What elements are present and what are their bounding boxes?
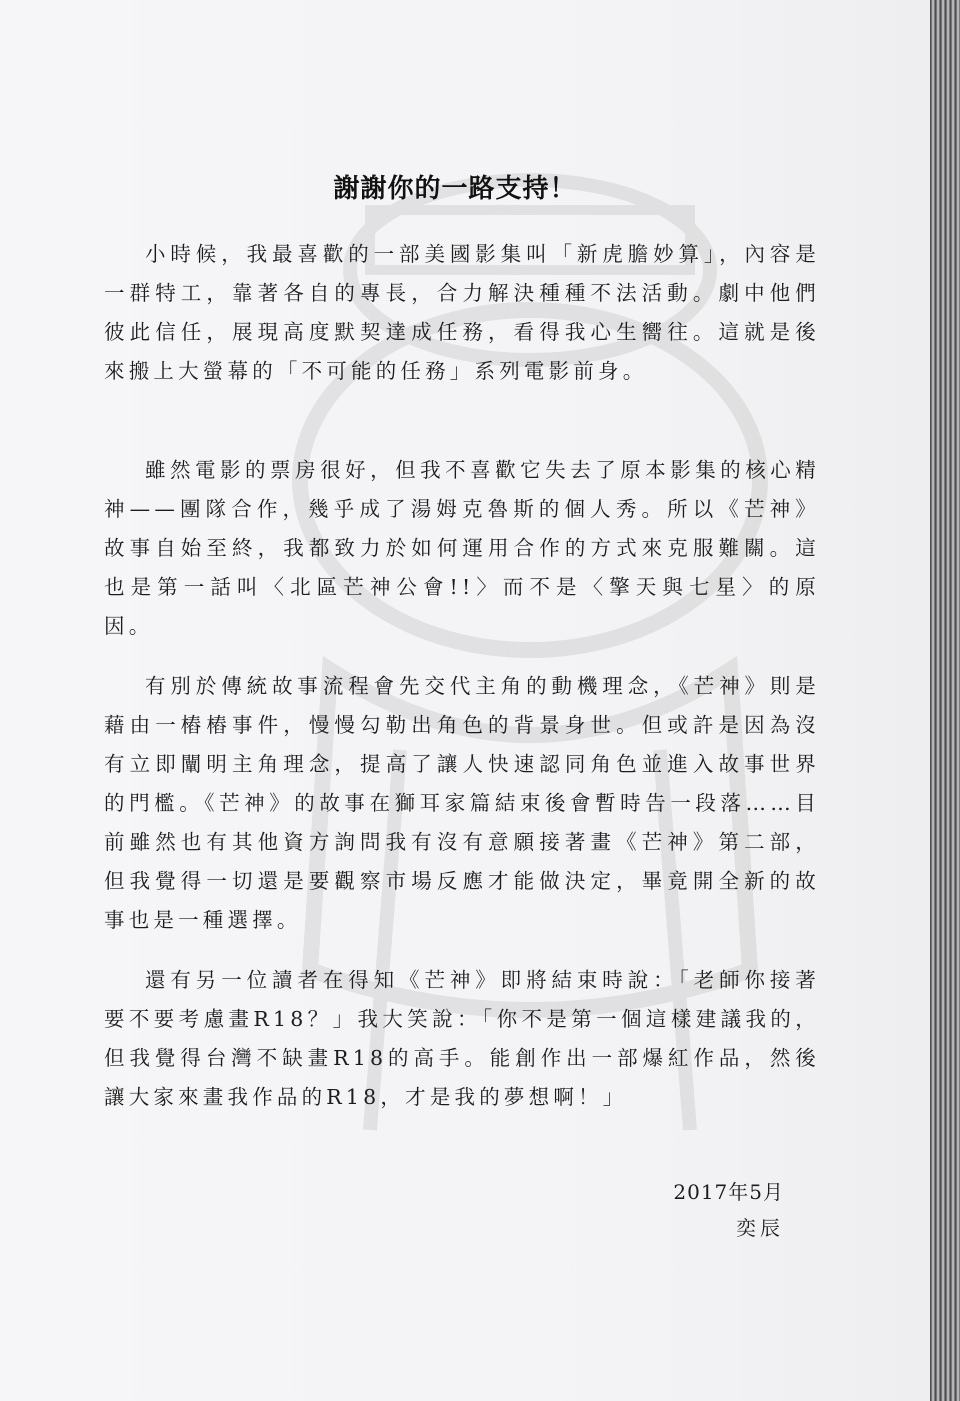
signature-date: 2017年5月 bbox=[673, 1180, 784, 1204]
paragraph-3: 有別於傳統故事流程會先交代主角的動機理念，《芒神》則是藉由一樁樁事件，慢慢勾勒出角色的背景身世。但或許是因為沒有立即闡明主角理念，提高了讓人快速認同角色並進入故事世界的門檻。《芒神》的故事在獅耳家篇結束後會暫時告一段落……目前雖然也有其他資方詢問我有沒有意願接著畫《芒神》第二部，但我覺得一切還是要觀察市場反應才能做決定，畢竟開全新的故事也是一種選擇。 bbox=[104, 674, 820, 932]
signature-author: 奕辰 bbox=[736, 1216, 784, 1240]
paragraph-1: 小時候，我最喜歡的一部美國影集叫「新虎膽妙算」，內容是一群特工，靠著各自的專長，合力解決種種不法活動。劇中他們彼此信任，展現高度默契達成任務，看得我心生嚮往。這就是後來搬上大螢幕的「不可能的任務」系列電影前身。 bbox=[104, 242, 820, 383]
page-stack-edge bbox=[930, 0, 960, 1401]
paragraph-4: 還有另一位讀者在得知《芒神》即將結束時說：「老師你接著要不要考慮畫R18？」我大笑說：「你不是第一個這樣建議我的，但我覺得台灣不缺畫R18的高手。能創作出一部爆紅作品，然後讓大家來畫我作品的R18，才是我的夢想啊！」 bbox=[104, 968, 820, 1109]
paragraph-2: 雖然電影的票房很好，但我不喜歡它失去了原本影集的核心精神——團隊合作，幾乎成了湯姆克魯斯的個人秀。所以《芒神》故事自始至終，我都致力於如何運用合作的方式來克服難關。這也是第一話叫〈北區芒神公會!!〉而不是〈擎天與七星〉的原因。 bbox=[104, 458, 820, 638]
page-title: 謝謝你的一路支持！ bbox=[333, 174, 577, 204]
